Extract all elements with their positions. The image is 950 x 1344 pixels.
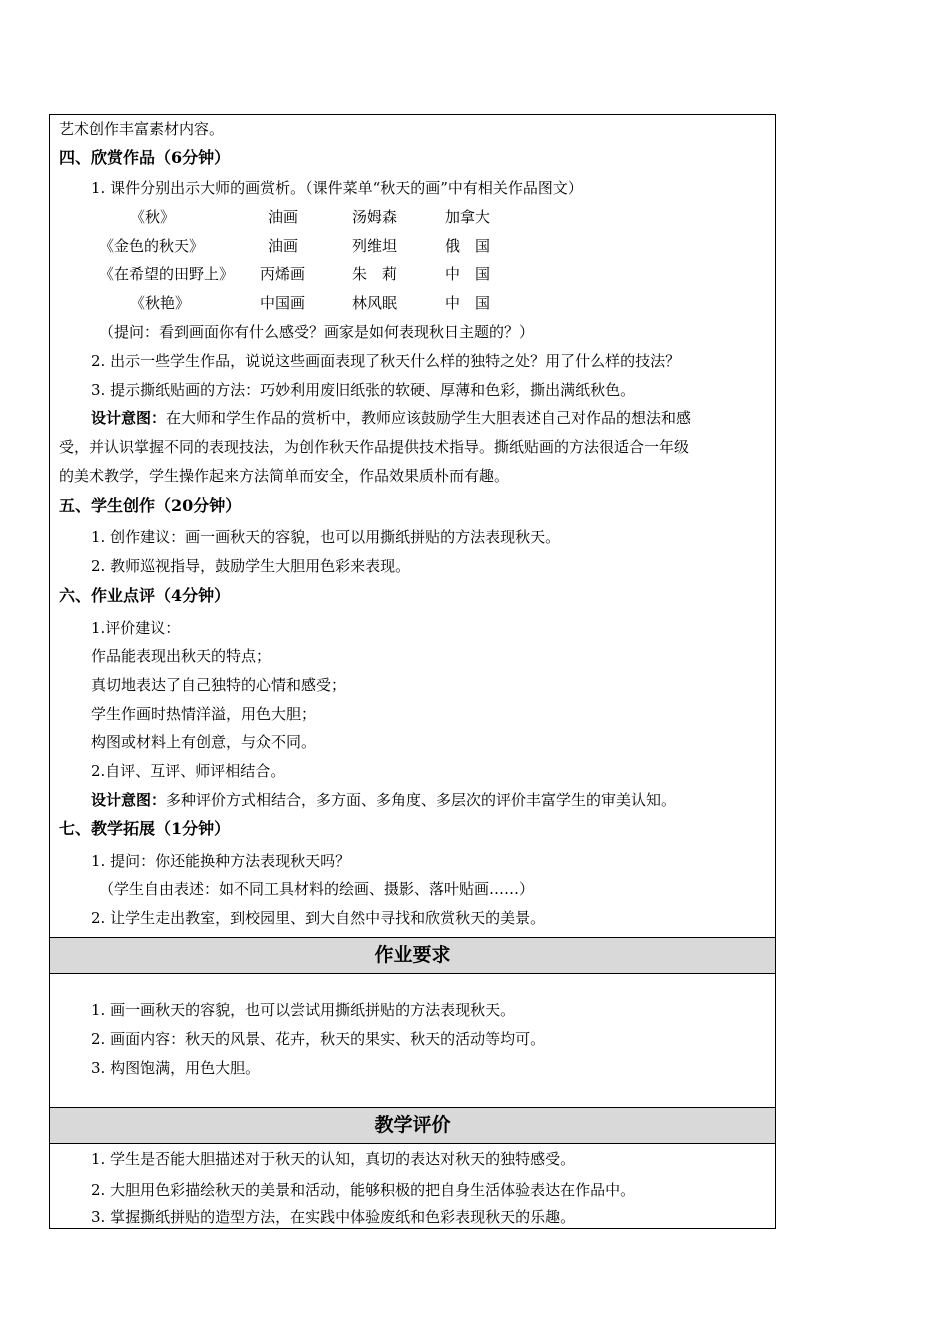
- artwork-title: 《秋艳》: [130, 294, 191, 312]
- lesson-plan-table: [49, 114, 776, 1229]
- design-intent-text: 在大师和学生作品的赏析中，教师应该鼓励学生大胆表述自己对作品的想法和感: [166, 409, 692, 427]
- section-7-item-2: 2. 让学生走出教室，到校园里、到大自然中寻找和欣赏秋天的美景。: [91, 909, 546, 927]
- design-intent-label: 设计意图：: [91, 791, 167, 809]
- section-4-item-2: 2. 出示一些学生作品，说说这些画面表现了秋天什么样的独特之处？用了什么样的技法？: [91, 352, 681, 370]
- section-5-item-2: 2. 教师巡视指导，鼓励学生大胆用色彩来表现。: [91, 557, 411, 575]
- design-intent-4-line-3: 的美术教学，学生操作起来方法简单而安全，作品效果质朴而有趣。: [59, 467, 510, 485]
- intro-tail-text: 艺术创作丰富素材内容。: [59, 120, 225, 138]
- artwork-medium: 油画: [268, 237, 299, 255]
- artwork-artist: 汤姆森: [352, 208, 398, 226]
- artwork-medium: 中国画: [260, 294, 306, 312]
- evaluation-cell: [50, 1144, 775, 1228]
- section-7-title: 七、教学拓展（1分钟）: [59, 819, 231, 838]
- design-intent-6: [91, 790, 676, 810]
- design-intent-label: 设计意图：: [91, 409, 167, 427]
- section-5-title: 五、学生创作（20分钟）: [59, 496, 242, 515]
- section-5-item-1: 1. 创作建议：画一画秋天的容貌，也可以用撕纸拼贴的方法表现秋天。: [91, 528, 561, 546]
- section-4-item-3: 3. 提示撕纸贴画的方法：巧妙利用废旧纸张的软硬、厚薄和色彩，撕出满纸秋色。: [91, 381, 636, 399]
- homework-item: 3. 构图饱满，用色大胆。: [91, 1059, 261, 1077]
- artwork-country: 中 国: [445, 265, 491, 283]
- artwork-country: 中 国: [445, 294, 491, 312]
- homework-item: 2. 画面内容：秋天的风景、花卉，秋天的果实、秋天的活动等均可。: [91, 1030, 546, 1048]
- artwork-medium: 丙烯画: [260, 265, 306, 283]
- section-6-item-2: 2.自评、互评、师评相结合。: [91, 762, 286, 780]
- evaluation-point-3: 学生作画时热情洋溢，用色大胆；: [91, 705, 317, 723]
- evaluation-item: 3. 掌握撕纸拼贴的造型方法，在实践中体验废纸和色彩表现秋天的乐趣。: [91, 1208, 576, 1226]
- artwork-artist: 列维坦: [352, 237, 398, 255]
- homework-item: 1. 画一画秋天的容貌，也可以尝试用撕纸拼贴的方法表现秋天。: [91, 1001, 516, 1019]
- section-6-title: 六、作业点评（4分钟）: [59, 586, 231, 605]
- artwork-title: 《在希望的田野上》: [99, 265, 235, 283]
- design-intent-text: 多种评价方式相结合，多方面、多角度、多层次的评价丰富学生的审美认知。: [166, 791, 677, 809]
- evaluation-point-4: 构图或材料上有创意，与众不同。: [91, 733, 317, 751]
- homework-cell: [50, 974, 775, 1108]
- section-7-item-1: 1. 提问：你还能换种方法表现秋天吗？: [91, 852, 351, 870]
- artwork-artist: 林风眠: [352, 294, 398, 312]
- design-intent-4-line-1: [91, 408, 691, 428]
- evaluation-header: 教学评价: [50, 1108, 775, 1144]
- artwork-title: 《金色的秋天》: [99, 237, 205, 255]
- evaluation-item: 1. 学生是否能大胆描述对于秋天的认知，真切的表达对秋天的独特感受。: [91, 1150, 576, 1168]
- artwork-country: 俄 国: [445, 237, 491, 255]
- evaluation-item: 2. 大胆用色彩描绘秋天的美景和活动，能够积极的把自身生活体验表达在作品中。: [91, 1181, 636, 1199]
- question-text: （提问：看到画面你有什么感受？画家是如何表现秋日主题的？）: [99, 323, 535, 341]
- design-intent-4-line-2: 受，并认识掌握不同的表现技法，为创作秋天作品提供技术指导。撕纸贴画的方法很适合一年级: [59, 438, 690, 456]
- evaluation-point-1: 作品能表现出秋天的特点；: [91, 647, 272, 665]
- section-4-title: 四、欣赏作品（6分钟）: [59, 148, 231, 167]
- artwork-country: 加拿大: [445, 208, 491, 226]
- artwork-title: 《秋》: [130, 208, 176, 226]
- homework-header: 作业要求: [50, 938, 775, 974]
- artwork-medium: 油画: [268, 208, 299, 226]
- artwork-artist: 朱 莉: [352, 265, 398, 283]
- section-4-item-1: 1. 课件分别出示大师的画赏析。（课件菜单“秋天的画”中有相关作品图文）: [91, 179, 583, 197]
- teaching-process-cell: [50, 115, 775, 938]
- evaluation-point-2: 真切地表达了自己独特的心情和感受；: [91, 676, 347, 694]
- section-6-item-1: 1.评价建议：: [91, 619, 181, 637]
- section-7-note: （学生自由表述：如不同工具材料的绘画、摄影、落叶贴画……）: [99, 880, 535, 898]
